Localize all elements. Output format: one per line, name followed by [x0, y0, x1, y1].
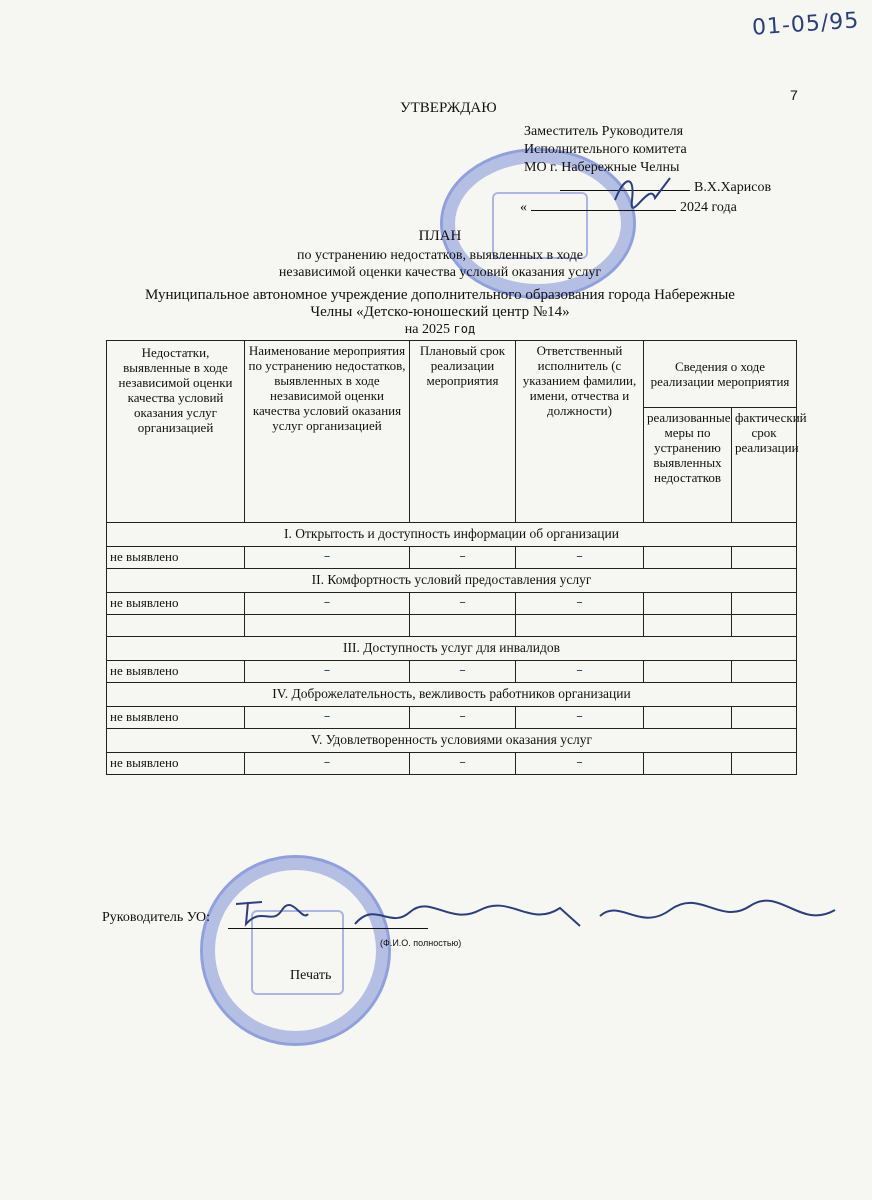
date-underline: [531, 198, 676, 211]
section-title: II. Комфортность условий предоставления услуг: [107, 569, 797, 593]
cell-actual: [732, 707, 797, 729]
plan-subtitle-line2: независимой оценки качества условий оказания услуг: [278, 265, 602, 280]
section-row-3: [107, 637, 797, 661]
cell-measure: –: [245, 661, 410, 683]
section-title: V. Удовлетворенность условиями оказания услуг: [107, 729, 797, 753]
cell-deadline: –: [410, 661, 516, 683]
table-row-empty: [107, 615, 797, 637]
approval-signer: В.Х.Харисов: [694, 180, 772, 195]
section-row-1: [107, 523, 797, 547]
cell-deadline: –: [410, 593, 516, 615]
cell-responsible: –: [516, 707, 644, 729]
cell-empty: [732, 615, 797, 637]
cell-empty: [245, 615, 410, 637]
handwritten-name-scribble: [350, 896, 840, 936]
plan-title: ПЛАН: [418, 228, 462, 244]
cell-measure: –: [245, 753, 410, 775]
head-handwritten-name: [350, 896, 840, 943]
head-handwritten-signature: [232, 896, 312, 936]
cell-implemented: [644, 753, 732, 775]
cell-empty: [644, 615, 732, 637]
cell-deficiency: не выявлено: [107, 753, 245, 775]
approval-title: УТВЕРЖДАЮ: [400, 100, 497, 116]
table-row: [107, 661, 797, 683]
plan-org-line2: Челны «Детско-юношеский центр №14»: [310, 304, 570, 320]
cell-actual: [732, 547, 797, 569]
cell-deadline: –: [410, 707, 516, 729]
subheader-actual-deadline: фактический срок реализации: [732, 408, 797, 523]
cell-deficiency: не выявлено: [107, 707, 245, 729]
section-row-5: [107, 729, 797, 753]
header-progress-info: Сведения о ходе реализации мероприятия: [644, 341, 797, 408]
header-measure-name: Наименование мероприятия по устранению недостатков, выявленных в ходе независимой оценки качества условий оказания услуг организацией: [245, 341, 410, 523]
section-row-2: [107, 569, 797, 593]
cell-empty: [410, 615, 516, 637]
approval-position-line1: Заместитель Руководителя: [524, 124, 684, 139]
section-title: III. Доступность услуг для инвалидов: [107, 637, 797, 661]
cell-deadline: –: [410, 547, 516, 569]
section-row-4: [107, 683, 797, 707]
date-open-quote: «: [520, 200, 527, 215]
cell-measure: –: [245, 707, 410, 729]
cell-implemented: [644, 707, 732, 729]
cell-measure: –: [245, 547, 410, 569]
handwritten-doc-ref: 01-05/95: [751, 8, 861, 41]
cell-actual: [732, 753, 797, 775]
table-row: [107, 547, 797, 569]
plan-table: [106, 340, 807, 775]
header-deficiencies: Недостатки, выявленные в ходе независимой оценки качества условий оказания услуг организацией: [107, 341, 245, 523]
cell-implemented: [644, 547, 732, 569]
cell-actual: [732, 593, 797, 615]
plan-subtitle-line1: по устранению недостатков, выявленных в ходе: [296, 248, 583, 263]
cell-responsible: –: [516, 661, 644, 683]
header-planned-deadline: Плановый срок реализации мероприятия: [410, 341, 516, 523]
organization-seal-stamp: [200, 855, 391, 1046]
cell-deficiency: не выявлено: [107, 661, 245, 683]
head-label: Руководитель УО:: [102, 910, 211, 925]
cell-deficiency: не выявлено: [107, 547, 245, 569]
cell-empty: [107, 615, 245, 637]
signature-scribble: [232, 896, 312, 930]
approval-position-line2: Исполнительного комитета: [524, 142, 687, 157]
fio-label: (Ф.И.О. полностью): [380, 938, 462, 948]
cell-deficiency: не выявлено: [107, 593, 245, 615]
section-title: I. Открытость и доступность информации об организации: [107, 523, 797, 547]
plan-org-line1: Муниципальное автономное учреждение дополнительного образования города Набережные: [145, 287, 735, 303]
cell-actual: [732, 661, 797, 683]
cell-responsible: –: [516, 753, 644, 775]
cell-responsible: –: [516, 593, 644, 615]
cell-responsible: –: [516, 547, 644, 569]
cell-measure: –: [245, 593, 410, 615]
table-row: [107, 753, 797, 775]
plan-year: [120, 321, 760, 338]
seal-label: Печать: [290, 968, 332, 983]
subheader-implemented-measures: реализованные меры по устранению выявленных недостатков: [644, 408, 732, 523]
plan-year-suffix: год: [453, 322, 476, 336]
approval-position-line3: МО г. Набережные Челны: [524, 160, 680, 175]
plan-year-prefix: на 2025: [404, 322, 451, 337]
cell-empty: [516, 615, 644, 637]
page-number: 7: [790, 87, 798, 103]
cell-deadline: –: [410, 753, 516, 775]
cell-implemented: [644, 661, 732, 683]
section-title: IV. Доброжелательность, вежливость работников организации: [107, 683, 797, 707]
header-responsible: Ответственный исполнитель (с указанием фамилии, имени, отчества и должности): [516, 341, 644, 523]
table-header-row: [107, 341, 797, 408]
table-row: [107, 707, 797, 729]
cell-implemented: [644, 593, 732, 615]
approval-date-line: [520, 198, 737, 216]
table-row: [107, 593, 797, 615]
approval-year: 2024 года: [680, 200, 737, 215]
